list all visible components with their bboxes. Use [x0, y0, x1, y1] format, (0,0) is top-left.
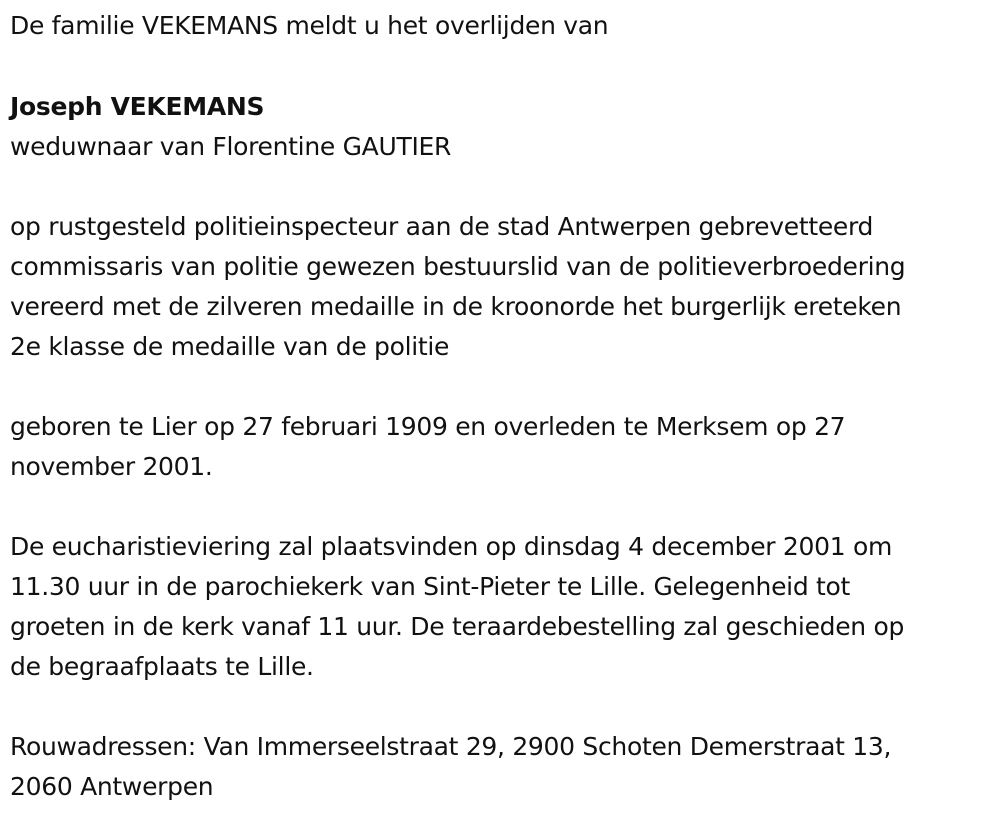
paragraph-line: 11.30 uur in de parochiekerk van Sint-Pieter te Lille. Gelegenheid tot [10, 572, 851, 601]
paragraph-line: op rustgesteld politieinspecteur aan de stad Antwerpen gebrevetteerd [10, 212, 874, 241]
paragraph-line: geboren te Lier op 27 februari 1909 en overleden te Merksem op 27 [10, 412, 846, 441]
paragraph-line: Rouwadressen: Van Immerseelstraat 29, 2900 Schoten Demerstraat 13, [10, 732, 892, 761]
paragraph-line: 2060 Antwerpen [10, 772, 214, 801]
spacer [10, 46, 992, 86]
service-paragraph [10, 527, 992, 687]
spacer [10, 167, 992, 207]
paragraph-line: vereerd met de zilveren medaille in de kroonorde het burgerlijk ereteken [10, 292, 902, 321]
intro-text: De familie VEKEMANS meldt u het overlijden van [10, 11, 609, 40]
spouse-text: weduwnaar van Florentine GAUTIER [10, 132, 452, 161]
paragraph-line: 2e klasse de medaille van de politie [10, 332, 450, 361]
obituary-notice [10, 6, 992, 807]
birth-death-paragraph [10, 407, 992, 487]
paragraph-line: commissaris van politie gewezen bestuurslid van de politieverbroedering [10, 252, 906, 281]
paragraph-line: groeten in de kerk vanaf 11 uur. De teraardebestelling zal geschieden op [10, 612, 905, 641]
address-paragraph [10, 727, 992, 807]
deceased-name: Joseph VEKEMANS [10, 92, 265, 121]
spacer [10, 487, 992, 527]
career-paragraph [10, 207, 992, 367]
paragraph-line: november 2001. [10, 452, 213, 481]
paragraph-line: De eucharistieviering zal plaatsvinden op dinsdag 4 december 2001 om [10, 532, 893, 561]
spacer [10, 367, 992, 407]
spacer [10, 687, 992, 727]
paragraph-line: de begraafplaats te Lille. [10, 652, 314, 681]
